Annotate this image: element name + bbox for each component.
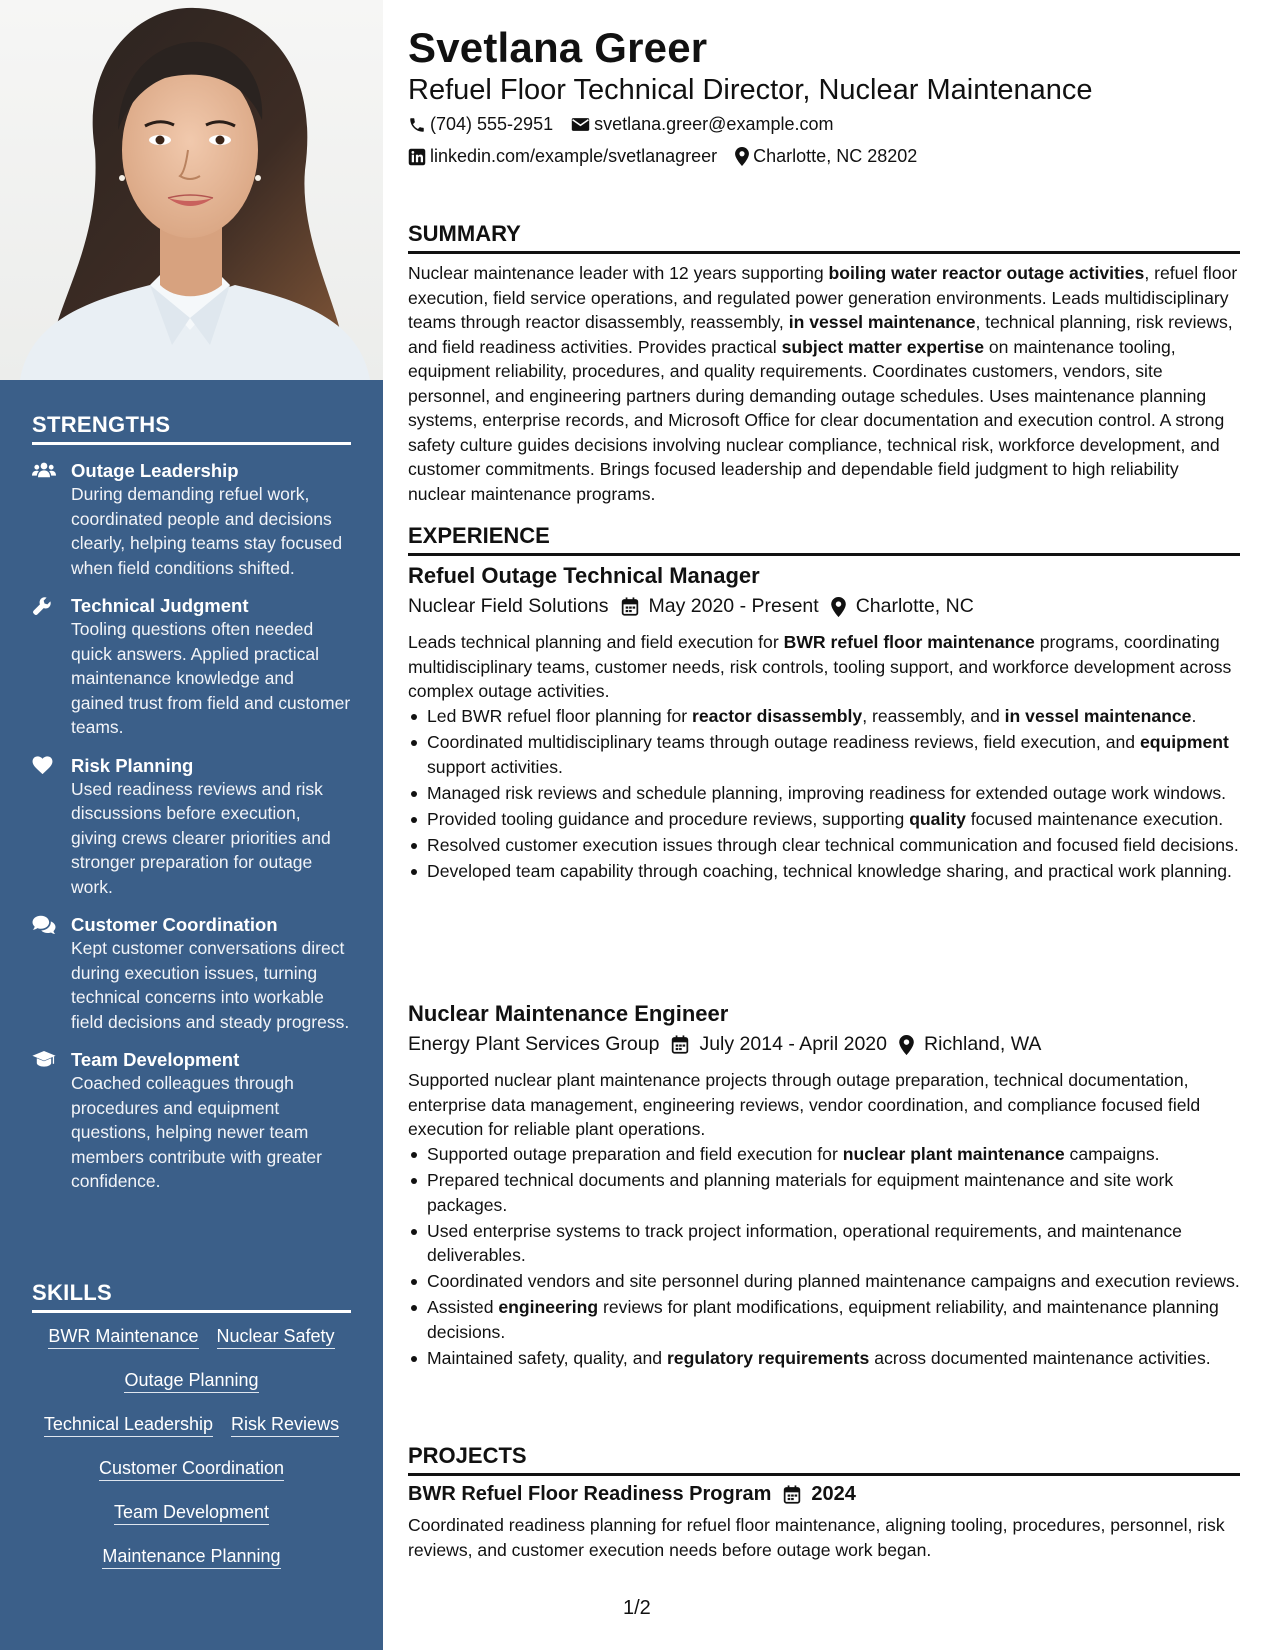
experience-heading: EXPERIENCE: [408, 523, 1240, 556]
strength-description: Tooling questions often needed quick answers. Applied practical maintenance knowledge and gained trust from field and customer teams.: [71, 619, 351, 737]
bullet-item: [408, 1142, 1240, 1167]
bullet-item: [408, 730, 1240, 779]
text-run: Provided tooling guidance and procedure reviews, supporting: [427, 808, 910, 829]
profile-photo: [0, 0, 383, 380]
text-run: .: [1191, 706, 1197, 726]
phone-text: (704) 555-2951: [430, 114, 554, 134]
text-run: on maintenance tooling, equipment reliability, procedures, and quality requirements. Coordinates customers, vendors, site personnel, and engineering partners during demanding outage schedules. Uses maintenance planning systems, enterprise records, and Microsoft Office for clear documentation and execution control. A strong safety culture guides decisions involving nuclear compliance, technical risk, workforce development, and customer commitments. Brings focused leadership and dependable field judgment to high reliability nuclear maintenance programs.: [408, 336, 1225, 504]
summary-heading: SUMMARY: [408, 221, 1240, 254]
strength-title: Customer Coordination: [71, 914, 278, 935]
strengths-section: [32, 412, 351, 1194]
text-run: , reassembly, and: [862, 706, 1005, 726]
text-run: Leads technical planning and field execution for: [408, 632, 784, 652]
calendar-icon: [671, 1035, 689, 1054]
project-description: Coordinated readiness planning for refuel floor maintenance, aligning tooling, procedures, personnel, risk reviews, and customer execution needs before outage work began.: [408, 1515, 1225, 1560]
contact-row-2: [408, 146, 935, 167]
bold-keyword: subject matter expertise: [781, 336, 984, 357]
job-dates: July 2014 - April 2020: [699, 1033, 887, 1055]
bullet-item: [408, 781, 1240, 806]
bullet-item: [408, 1219, 1240, 1268]
skill-tag: BWR Maintenance: [48, 1325, 198, 1349]
calendar-icon: [783, 1485, 801, 1504]
text-run: Assisted: [427, 1297, 499, 1317]
company-name: Energy Plant Services Group: [408, 1033, 660, 1055]
strengths-heading: STRENGTHS: [32, 412, 351, 445]
skill-tag: Risk Reviews: [231, 1413, 339, 1437]
job-title: Refuel Outage Technical Manager: [408, 563, 760, 588]
email-text[interactable]: svetlana.greer@example.com: [594, 114, 834, 134]
comments-icon: [32, 915, 56, 935]
job-intro: [408, 1068, 1240, 1142]
text-run: Used enterprise systems to track project information, operational requirements, and maintenance deliverables.: [427, 1220, 1182, 1265]
skill-tag: Technical Leadership: [44, 1413, 213, 1437]
bold-keyword: equipment: [1139, 732, 1229, 752]
strength-item: [32, 1048, 351, 1194]
text-run: campaigns.: [1064, 1144, 1160, 1164]
text-run: , technical planning, risk reviews, and field readiness activities. Provides practical: [408, 312, 1233, 357]
strength-item: [32, 594, 351, 740]
text-run: reviews for plant modifications, equipment reliability, and maintenance planning decisions.: [427, 1297, 1219, 1342]
bold-keyword: BWR refuel floor maintenance: [783, 632, 1035, 652]
bullet-item: [408, 1346, 1240, 1371]
bold-keyword: quality: [909, 808, 966, 829]
text-run: Maintained safety, quality, and: [427, 1347, 667, 1368]
text-run: Developed team capability through coaching, technical knowledge sharing, and practical work planning.: [427, 860, 1232, 881]
job-location: Charlotte, NC: [855, 595, 974, 617]
sidebar: [0, 0, 383, 1650]
skill-tag: Customer Coordination: [99, 1457, 284, 1481]
skill-tag: Outage Planning: [124, 1369, 258, 1393]
job-location: Richland, WA: [924, 1033, 1042, 1055]
project-title: BWR Refuel Floor Readiness Program: [408, 1483, 772, 1505]
linkedin-text[interactable]: linkedin.com/example/svetlanagreer: [430, 146, 718, 166]
map-marker-icon: [831, 597, 846, 617]
projects-heading: PROJECTS: [408, 1443, 1240, 1476]
job-bullets: [408, 704, 1240, 885]
strength-title: Technical Judgment: [71, 595, 249, 616]
phone-icon: [408, 116, 426, 134]
summary-text: [408, 261, 1240, 506]
bullet-item: [408, 704, 1240, 729]
job-intro: [408, 630, 1240, 704]
skills-heading: SKILLS: [32, 1280, 351, 1313]
text-run: , refuel floor execution, field service operations, and regulated power generation environments. Leads multidisciplinary teams through reactor disassembly, reassembly,: [408, 263, 1238, 332]
bullet-item: [408, 833, 1240, 858]
graduation-cap-icon: [32, 1050, 56, 1070]
candidate-name: Svetlana Greer: [408, 24, 708, 71]
text-run: Prepared technical documents and planning materials for equipment maintenance and site work packages.: [427, 1170, 1174, 1215]
job-title: Nuclear Maintenance Engineer: [408, 1001, 729, 1026]
strength-title: Outage Leadership: [71, 460, 239, 481]
users-icon: [32, 461, 56, 481]
strength-title: Risk Planning: [71, 754, 194, 776]
bullet-item: [408, 1269, 1240, 1294]
text-run: Supported nuclear plant maintenance projects through outage preparation, technical documentation, enterprise data management, engineering reviews, vendor coordination, and compliance focused field execution for reliable plant operations.: [408, 1070, 1201, 1139]
bold-keyword: reactor disassembly: [692, 706, 863, 726]
strengths-list: [32, 459, 351, 1194]
text-run: Coordinated vendors and site personnel during planned maintenance campaigns and execution reviews.: [427, 1271, 1240, 1291]
bold-keyword: in vessel maintenance: [1004, 706, 1192, 726]
job-dates: May 2020 - Present: [648, 595, 819, 617]
email-contact[interactable]: [571, 114, 833, 135]
bold-keyword: boiling water reactor outage activities: [828, 263, 1145, 283]
skill-tag: Nuclear Safety: [217, 1325, 335, 1349]
strength-title: Team Development: [71, 1049, 240, 1070]
contact-row-1: [408, 114, 851, 135]
project-header: [408, 1483, 856, 1506]
map-marker-icon: [735, 147, 749, 166]
bullet-item: [408, 807, 1240, 832]
text-run: Supported outage preparation and field execution for: [427, 1144, 843, 1164]
linkedin-contact[interactable]: [408, 146, 717, 167]
text-run: Nuclear maintenance leader with 12 years supporting: [408, 263, 829, 283]
bold-keyword: regulatory requirements: [666, 1347, 870, 1368]
calendar-icon: [621, 597, 639, 616]
map-marker-icon: [899, 1035, 914, 1055]
text-run: focused maintenance execution.: [965, 808, 1224, 829]
strength-description: During demanding refuel work, coordinated people and decisions clearly, helping teams stay focused when field conditions shifted.: [71, 484, 343, 578]
strength-description: Used readiness reviews and risk discussions before execution, giving crews clearer priorities and stronger preparation for outage work.: [71, 778, 331, 897]
strength-item: [32, 754, 351, 900]
job-meta: [408, 1033, 1041, 1056]
bold-keyword: engineering: [498, 1297, 599, 1317]
page-number: 1/2: [623, 1597, 651, 1619]
skills-list: [32, 1325, 351, 1569]
heart-icon: [32, 756, 56, 776]
skill-tag: Team Development: [114, 1501, 269, 1525]
strength-item: [32, 459, 351, 580]
skill-tag: Maintenance Planning: [102, 1545, 280, 1569]
skills-section: [32, 1280, 351, 1569]
bold-keyword: in vessel maintenance: [788, 312, 976, 332]
phone-contact: [408, 114, 553, 135]
wrench-icon: [32, 596, 56, 616]
candidate-title: Refuel Floor Technical Director, Nuclear Maintenance: [408, 74, 1093, 106]
text-run: Led BWR refuel floor planning for: [427, 706, 693, 726]
linkedin-icon: [408, 148, 426, 166]
bullet-item: [408, 1295, 1240, 1344]
strength-description: Kept customer conversations direct during execution issues, turning technical concerns into workable field decisions and steady progress.: [71, 938, 350, 1032]
text-run: across documented maintenance activities.: [869, 1347, 1211, 1368]
location-contact: [735, 146, 917, 167]
bullet-item: [408, 859, 1240, 884]
bold-keyword: nuclear plant maintenance: [842, 1144, 1065, 1164]
job-meta: [408, 595, 974, 618]
portrait-illustration: [0, 0, 383, 380]
company-name: Nuclear Field Solutions: [408, 595, 609, 617]
text-run: support activities.: [427, 756, 563, 777]
bullet-item: [408, 1168, 1240, 1217]
envelope-icon: [571, 117, 590, 132]
text-run: Resolved customer execution issues through clear technical communication and focused field decisions.: [427, 834, 1239, 855]
location-text: Charlotte, NC 28202: [753, 146, 918, 166]
text-run: Coordinated multidisciplinary teams through outage readiness reviews, field execution, and: [427, 732, 1140, 752]
project-year: 2024: [811, 1483, 856, 1505]
text-run: Managed risk reviews and schedule planning, improving readiness for extended outage work windows.: [427, 782, 1227, 803]
strength-item: [32, 913, 351, 1034]
job-bullets: [408, 1142, 1240, 1372]
text-run: programs, coordinating multidisciplinary teams, customer needs, risk controls, tooling support, and workforce development across complex outage activities.: [408, 632, 1232, 701]
strength-description: Coached colleagues through procedures and equipment questions, helping newer team members contribute with greater confidence.: [71, 1073, 322, 1191]
